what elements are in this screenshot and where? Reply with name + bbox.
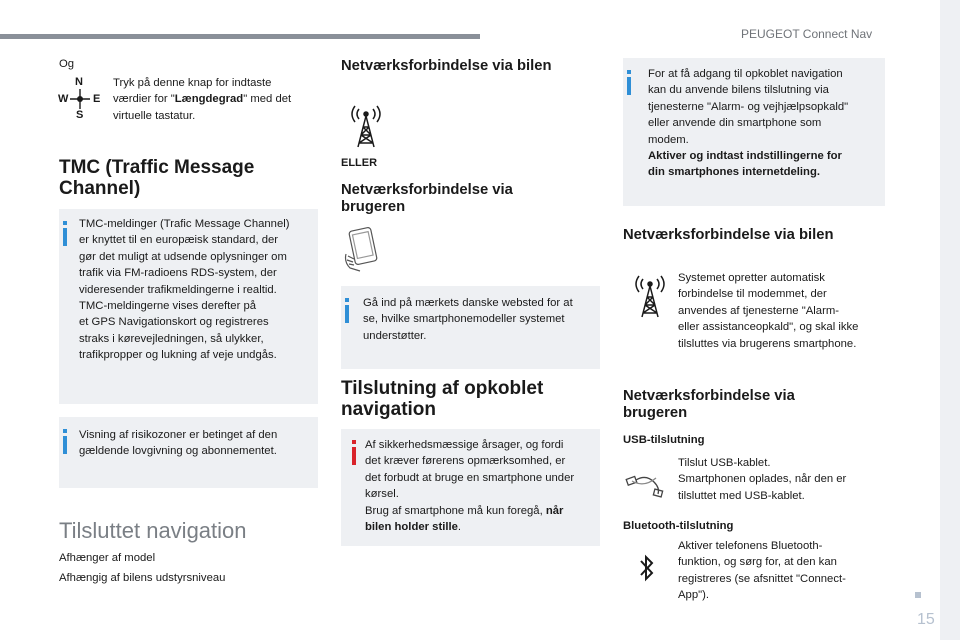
tmc-title-line-2: Channel) [59, 178, 141, 199]
tmc-line: straks i kørevejledningen, så ulykker, [79, 332, 264, 345]
car-line: tilsluttes via brugerens smartphone. [678, 337, 857, 350]
usb-description [678, 455, 883, 504]
info-icon [345, 305, 349, 323]
bt-line: Aktiver telefonens Bluetooth- [678, 540, 823, 552]
risk-line: gældende lovgivning og abonnementet. [79, 445, 277, 458]
car-network-description [678, 270, 883, 352]
compass-line-1: Tryk på denne knap for indtaste [113, 77, 272, 89]
usb-title: USB-tilslutning [623, 434, 705, 446]
bluetooth-description [678, 538, 883, 604]
supported-phones-info-box [341, 286, 600, 369]
car-line: forbindelse til modemmet, der [678, 288, 827, 301]
col2-user-title-line-2: brugeren [341, 199, 406, 215]
connect-title-line-1: Tilslutning af opkoblet [341, 378, 544, 399]
warning-line [365, 519, 597, 535]
header-rule [0, 34, 480, 39]
access-info-text [648, 66, 882, 181]
info-icon [63, 436, 67, 454]
compass-e: E [93, 93, 101, 105]
col3-user-title-line-1: Netværksforbindelse via [623, 388, 795, 404]
tmc-title [59, 157, 254, 199]
connected-nav-title: Tilsluttet navigation [59, 518, 247, 543]
access-info-box [623, 58, 885, 206]
access-line: eller anvende din smartphone som [648, 117, 822, 130]
col2-user-network-title [341, 182, 513, 216]
bt-line: registreres (se afsnittet "Connect- [678, 572, 846, 585]
compass-cross-icon [69, 88, 91, 110]
continue-marker [915, 592, 921, 598]
antenna-icon [346, 103, 386, 149]
usb-line: tilsluttet med USB-kablet. [678, 489, 805, 502]
car-line: anvendes af tjenesterne "Alarm- [678, 304, 839, 317]
safety-warning-box [341, 429, 600, 546]
dependency-model: Afhænger af model [59, 552, 156, 564]
col3-car-network-title: Netværksforbindelse via bilen [623, 227, 834, 243]
tmc-line: trafik via FM-radioens RDS-system, der [79, 267, 277, 280]
compass-s: S [76, 109, 84, 121]
info-icon [63, 228, 67, 246]
usb-line: Tilslut USB-kablet. [678, 457, 771, 469]
col2-car-network-title: Netværksforbindelse via bilen [341, 58, 552, 74]
access-line: modem. [648, 133, 689, 146]
usb-line: Smartphonen oplades, når den er [678, 473, 847, 486]
col3-user-network-title [623, 388, 795, 422]
bt-line: App"). [678, 589, 710, 602]
or-label: ELLER [341, 157, 378, 169]
tmc-line: et GPS Navigationskort og registreres [79, 316, 269, 329]
tmc-line: gør det muligt at udsende oplysninger om [79, 250, 287, 263]
tmc-line: TMC-meldinger (Trafic Message Channel) [79, 218, 290, 230]
access-line-bold: Aktiver og indtast indstillingerne for [648, 150, 842, 163]
tmc-line: er knyttet til en europæisk standard, der [79, 234, 279, 247]
col2-user-title-line-1: Netværksforbindelse via [341, 182, 513, 198]
col3-user-title-line-2: brugeren [623, 405, 688, 421]
supported-phones-text [363, 295, 597, 344]
compass-line-3: virtuelle tastatur. [113, 109, 196, 122]
bluetooth-icon [637, 553, 657, 583]
access-line: For at få adgang til opkoblet navigation [648, 68, 843, 80]
tmc-line: TMC-meldingerne vises derefter på [79, 300, 257, 313]
risk-info-text [79, 427, 315, 460]
warning-line: det kræver førerens opmærksomhed, er [365, 455, 566, 468]
connect-title-line-2: navigation [341, 399, 437, 420]
compass-line-2-bold: Længdegrad [174, 93, 244, 106]
header-title: PEUGEOT Connect Nav [741, 27, 873, 41]
compass-line-2-pre: værdier for " [113, 93, 175, 106]
antenna-icon [630, 273, 670, 319]
usb-cable-icon [624, 468, 668, 498]
warning-line: det forbudt at bruge en smartphone under [365, 471, 575, 484]
warning-line [365, 503, 597, 519]
tmc-title-line-1: TMC (Traffic Message [59, 157, 255, 178]
supported-line: understøtter. [363, 329, 427, 342]
tmc-info-box [59, 209, 318, 404]
connect-nav-title [341, 378, 543, 420]
tmc-line: trafikpropper og lukning af veje undgås. [79, 349, 277, 362]
smartphone-hand-icon [340, 226, 382, 272]
risk-line: Visning af risikozoner er betinget af den [79, 429, 278, 441]
warning-line-text: Brug af smartphone må kun foregå, [365, 504, 543, 517]
warning-line-end: . [457, 521, 462, 534]
bt-line: funktion, og sørg for, at den kan [678, 556, 837, 569]
risk-info-box [59, 417, 318, 488]
warning-line-bold: når [545, 504, 564, 517]
tmc-line: videresender trafikmeldingerne i realtid. [79, 283, 277, 296]
compass-description [113, 75, 323, 124]
access-line-bold: din smartphones internetdeling. [648, 166, 820, 179]
car-line: eller assistanceopkald", og skal ikke [678, 321, 859, 334]
warning-line: Af sikkerhedsmæssige årsager, og fordi [365, 439, 564, 451]
access-line: kan du anvende bilens tilslutning via [648, 84, 829, 97]
safety-warning-text [365, 437, 597, 535]
warning-icon [352, 447, 356, 465]
bluetooth-title: Bluetooth-tilslutning [623, 520, 734, 532]
dependency-equipment: Afhængig af bilens udstyrsniveau [59, 572, 226, 584]
supported-line: se, hvilke smartphonemodeller systemet [363, 313, 565, 326]
compass-line-2 [113, 91, 323, 107]
compass-w: W [58, 93, 69, 105]
warning-line-bold: bilen holder stille [365, 521, 458, 534]
compass-n: N [75, 76, 83, 88]
info-icon [627, 77, 631, 95]
compass-icon[interactable] [58, 76, 102, 122]
og-text: Og [59, 58, 75, 70]
page-edge-band [940, 0, 960, 640]
car-line: Systemet opretter automatisk [678, 272, 825, 284]
warning-line: kørsel. [365, 488, 399, 501]
supported-line: Gå ind på mærkets danske websted for at [363, 297, 573, 309]
access-line: tjenesterne "Alarm- og vejhjælpsopkald" [648, 100, 849, 113]
compass-line-2-post: " med det [243, 93, 292, 106]
tmc-info-text [79, 216, 315, 364]
page-number: 15 [917, 611, 935, 628]
